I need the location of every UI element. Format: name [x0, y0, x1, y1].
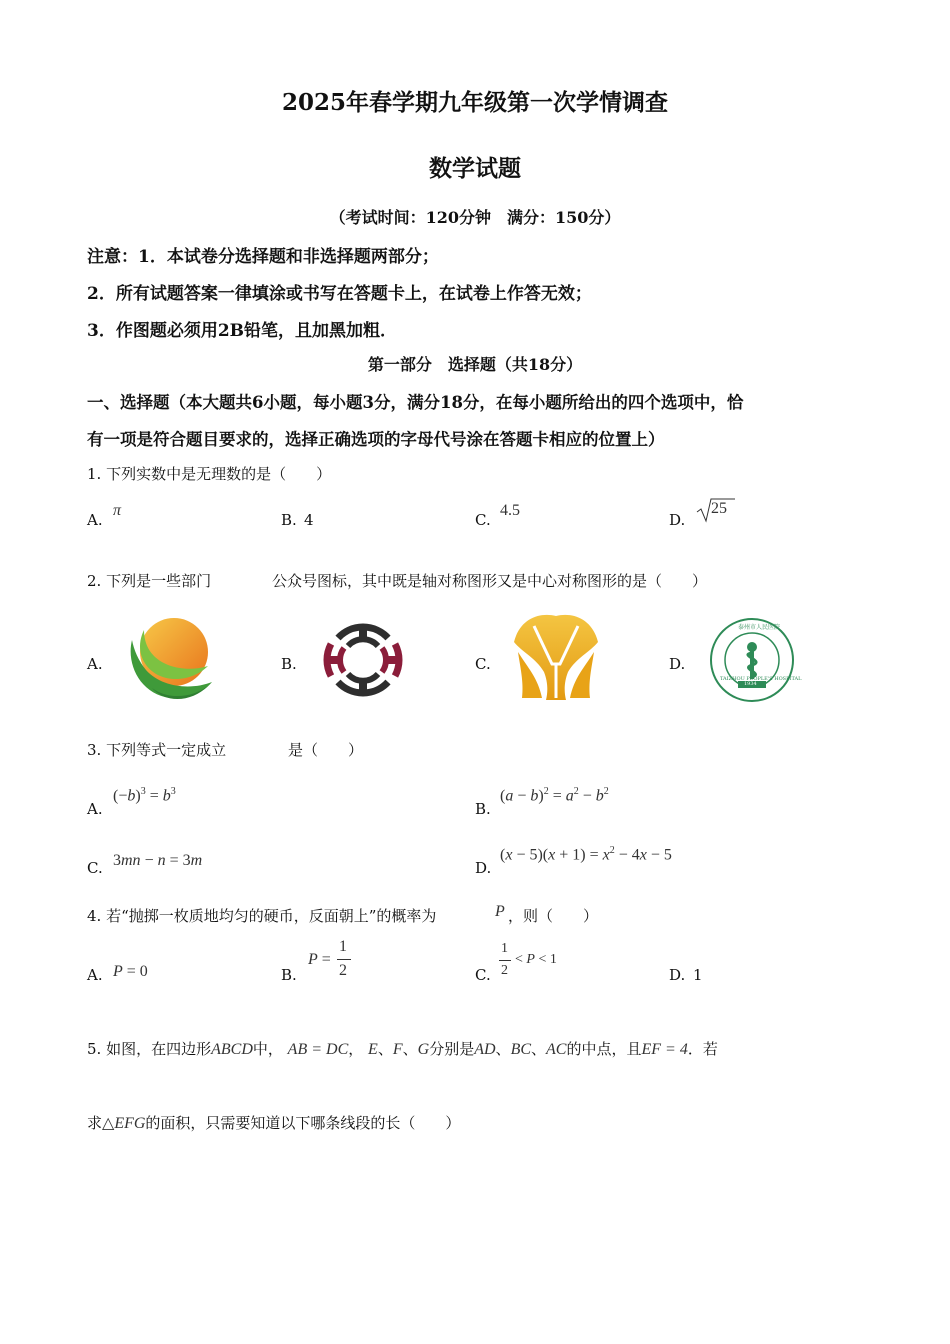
q3-stem-part1: 3. 下列等式一定成立: [87, 741, 227, 759]
q5-text: 、: [377, 1040, 393, 1058]
logo-d-name: 泰州市人民医院: [738, 624, 781, 631]
q5-text: 求: [87, 1114, 103, 1132]
exam-info: （考试时间：120分钟 满分：150分）: [329, 208, 621, 227]
q4-option-b: P =: [308, 951, 331, 968]
fraction-bar: [337, 959, 351, 960]
subject-title: 数学试题: [429, 155, 521, 182]
q5-text: 、: [531, 1040, 547, 1058]
q3-option-a: $(-b)^3 = b^3$: [113, 786, 176, 805]
q3-label-c: C.: [87, 859, 103, 877]
section-instructions-line2: 有一项是符合题目要求的，选择正确选项的字母代号涂在答题卡相应的位置上）: [87, 430, 665, 449]
q1-stem: 1. 下列实数中是无理数的是（ ）: [87, 465, 332, 483]
q5-segment-ad: AD: [474, 1041, 496, 1058]
section-instructions-line1: 一、选择题（本大题共6小题，每小题3分，满分18分，在每小题所给出的四个选项中，恰: [87, 393, 744, 412]
q4-option-c-denominator: 2: [501, 963, 508, 978]
q4-label-a: A.: [87, 966, 103, 984]
q3-option-d: $(x - 5)(x + 1) = x^2 - 4x - 5$: [500, 845, 672, 864]
q5-text: 5. 如图，在四边形: [87, 1040, 212, 1058]
q4-stem-end: ，则（ ）: [508, 907, 599, 925]
logo-a-icon: [122, 612, 214, 704]
q2-stem-part2: 公众号图标，其中既是轴对称图形又是中心对称图形的是（ ）: [272, 572, 708, 590]
q2-label-c: C.: [475, 655, 491, 673]
q5-text: 、: [402, 1040, 418, 1058]
q2-label-b: B.: [281, 655, 297, 673]
logo-d-subtitle: TAIZHOU PEOPLE'S HOSPITAL: [720, 676, 802, 682]
q1-label-b: B.: [281, 511, 297, 529]
logo-b-icon: [318, 616, 408, 704]
q1-option-a: π: [113, 502, 122, 519]
q4-label-b: B.: [281, 966, 297, 984]
q5-triangle: △EFG: [102, 1115, 146, 1132]
q1-option-d: 25: [711, 500, 727, 517]
q5-equation: AB = DC: [287, 1041, 349, 1058]
q2-label-a: A.: [87, 655, 103, 673]
q5-point-e: E: [368, 1041, 378, 1058]
q5-text: 、: [495, 1040, 511, 1058]
logo-c-icon: [510, 612, 602, 702]
q1-label-d: D.: [669, 511, 686, 529]
note-3: 3．作图题必须用2B铅笔，且加黑加粗．: [87, 321, 398, 341]
q5-ef: EF = 4: [641, 1041, 688, 1058]
q3-label-d: D.: [475, 859, 492, 877]
logo-d-year: 1934: [744, 681, 757, 687]
q4-option-c-numerator: 1: [501, 941, 508, 956]
q4-option-d: 1: [693, 966, 703, 984]
q1-option-b: 4: [304, 511, 314, 529]
q5-point-f: F: [392, 1041, 403, 1058]
part-heading: 第一部分 选择题（共18分）: [367, 355, 583, 374]
q5-line2: [87, 1112, 460, 1133]
q5-text: 的面积，只需要知道以下哪条线段的长（ ）: [145, 1114, 461, 1132]
q5-text: 中，: [252, 1040, 283, 1058]
q5-line1: [87, 1038, 718, 1059]
q3-option-b: $(a - b)^2 = a^2 - b^2$: [500, 786, 609, 805]
q4-stem-variable: P: [495, 903, 505, 920]
q5-text: 的中点，且: [566, 1040, 642, 1058]
q1-label-a: A.: [87, 511, 103, 529]
q3-stem-part2: 是（ ）: [288, 741, 364, 759]
q4-option-a: P = 0: [113, 963, 148, 980]
exam-title: 2025年春学期九年级第一次学情调查: [281, 89, 668, 116]
q1-label-c: C.: [475, 511, 491, 529]
q4-option-b-numerator: 1: [339, 938, 347, 955]
q3-label-b: B.: [475, 800, 491, 818]
note-1: 注意：1．本试卷分选择题和非选择题两部分；: [87, 247, 439, 267]
q5-segment-bc: BC: [510, 1041, 532, 1058]
q5-text: ，: [348, 1040, 364, 1058]
q1-option-c: 4.5: [500, 502, 520, 519]
q2-label-d: D.: [669, 655, 686, 673]
q4-label-d: D.: [669, 966, 686, 984]
q5-quad: ABCD: [211, 1041, 253, 1058]
q4-label-c: C.: [475, 966, 491, 984]
q4-option-b-denominator: 2: [339, 962, 347, 979]
q4-option-c: < P < 1: [515, 952, 557, 967]
q3-option-c: 3mn − n = 3m: [113, 852, 203, 869]
fraction-bar: [499, 960, 511, 961]
q2-stem-part1: 2. 下列是一些部门: [87, 572, 212, 590]
q4-stem: 4. 若“抛掷一枚质地均匀的硬币，反面朝上”的概率为: [87, 907, 437, 925]
q5-segment-ac: AC: [546, 1041, 567, 1058]
q5-text: ．若: [687, 1040, 718, 1058]
q5-point-g: G: [417, 1041, 430, 1058]
q3-label-a: A.: [87, 800, 103, 818]
note-2: 2．所有试题答案一律填涂或书写在答题卡上，在试卷上作答无效；: [87, 284, 592, 304]
q5-text: 分别是: [429, 1040, 475, 1058]
